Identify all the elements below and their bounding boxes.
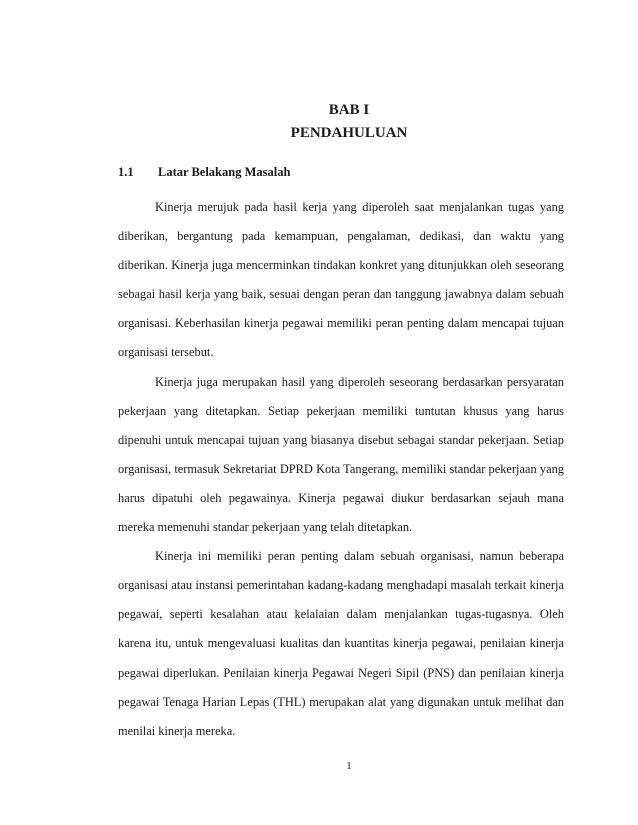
paragraph: Kinerja ini memiliki peran penting dalam sebuah organisasi, namun beberapa organisasi atau instansi pemerintahan kadang-kadang menghadapi masalah terkait kinerja pegawai, seperti kesalahan atau kelalaian dalam menjalankan tugas-tugasnya. Oleh karena itu, untuk mengevaluasi kualitas dan kuantitas kinerja pegawai, penilaian kinerja pegawai diperlukan. Penilaian kinerja Pegawai Negeri Sipil (PNS) dan penilaian kinerja pegawai Tenaga Harian Lepas (THL) merupakan alat yang digunakan untuk melihat dan menilai kinerja mereka.	[118, 549, 564, 738]
paragraph: Kinerja merujuk pada hasil kerja yang diperoleh saat menjalankan tugas yang diberikan, bergantung pada kemampuan, pengalaman, dedikasi, dan waktu yang diberikan. Kinerja juga mencerminkan tindakan konkret yang ditunjukkan oleh seseorang sebagai hasil kerja yang baik, sesuai dengan peran dan tanggung jawabnya dalam sebuah organisasi. Keberhasilan kinerja pegawai memiliki peran penting dalam mencapai tujuan organisasi tersebut.	[118, 200, 564, 360]
paragraph: Kinerja juga merupakan hasil yang diperoleh seseorang berdasarkan persyaratan pekerjaan yang ditetapkan. Setiap pekerjaan memiliki tuntutan khusus yang harus dipenuhi untuk mencapai tujuan yang biasanya disebut sebagai standar pekerjaan. Setiap organisasi, termasuk Sekretariat DPRD Kota Tangerang, memiliki standar pekerjaan yang harus dipatuhi oleh pegawainya. Kinerja pegawai diukur berdasarkan sejauh mana mereka memenuhi standar pekerjaan yang telah ditetapkan.	[118, 374, 564, 535]
page-number: 1	[346, 760, 352, 772]
chapter-title: PENDAHULUAN	[290, 125, 408, 141]
section-number: 1.1	[118, 165, 134, 179]
body-text	[118, 193, 564, 746]
section-title: Latar Belakang Masalah	[158, 165, 291, 179]
chapter-number: BAB I	[328, 102, 370, 118]
section-heading	[118, 165, 290, 180]
